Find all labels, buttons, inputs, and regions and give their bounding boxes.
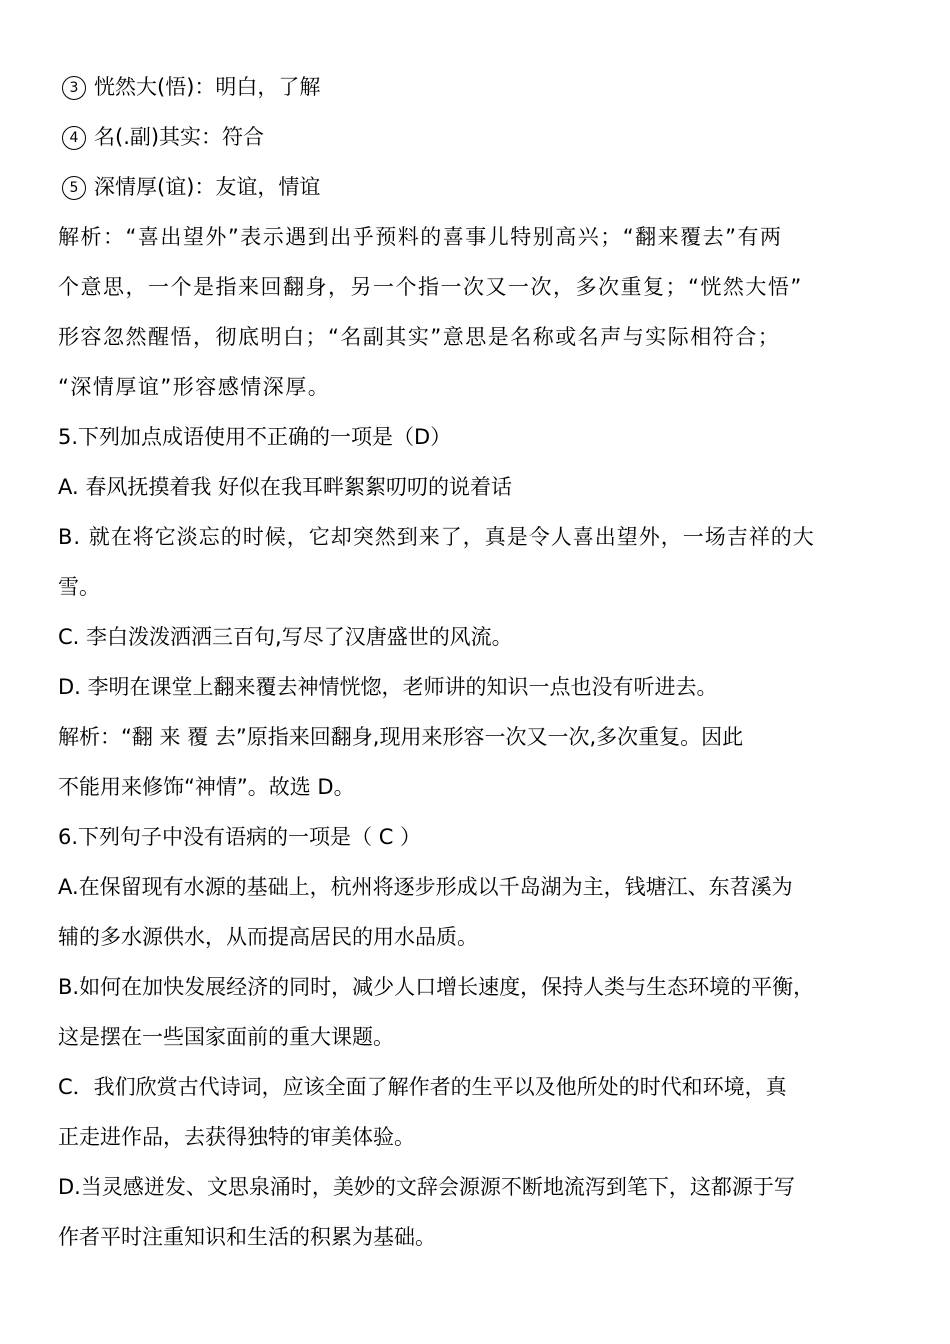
analysis-line: 个意思，一个是指来回翻身，另一个指一次又一次，多次重复；“恍然大悟”: [58, 275, 803, 299]
q6-option-d: D.当灵感迸发、文思泉涌时，美妙的文辞会源源不断地流泻到笔下，这都源于写: [58, 1175, 795, 1199]
q6-option-b: B.如何在加快发展经济的同时，减少人口增长速度，保持人类与生态环境的平衡，: [58, 975, 815, 999]
analysis-line: 形容忽然醒悟，彻底明白；“名副其实”意思是名称或名声与实际相符合；: [58, 325, 781, 349]
analysis-line: 解析：“喜出望外”表示遇到出乎预料的喜事儿特别高兴；“翻来覆去”有两: [58, 225, 783, 249]
q5-option-d: D. 李明在课堂上翻来覆去神情恍惚，老师讲的知识一点也没有听进去。: [58, 675, 718, 699]
q5-analysis-line: 不能用来修饰“神情”。故选 D。: [58, 775, 355, 799]
definition-item: [58, 112, 896, 162]
q5-option-a: A. 春风抚摸着我 好似在我耳畔絮絮叨叨的说着话: [58, 475, 513, 499]
q5-option-c: C. 李白泼泼洒洒三百句,写尽了汉唐盛世的风流。: [58, 625, 513, 649]
definition-item: [58, 162, 896, 212]
definition-text: 恍然大(悟)：明白，了解: [94, 75, 321, 99]
q5-option-b-cont: 雪。: [58, 575, 100, 599]
q5-option-b: B. 就在将它淡忘的时候，它却突然到来了，真是令人喜出望外，一场吉祥的大: [58, 525, 815, 549]
q6-option-b-cont: 这是摆在一些国家面前的重大课题。: [58, 1025, 394, 1049]
q6-option-c: C．我们欣赏古代诗词，应该全面了解作者的生平以及他所处的时代和环境，真: [58, 1075, 787, 1099]
q6-option-a: A.在保留现有水源的基础上，杭州将逐步形成以千岛湖为主，钱塘江、东苕溪为: [58, 875, 793, 899]
circled-number: 5: [62, 176, 86, 200]
definition-item: [58, 62, 896, 112]
question-6-stem: 6.下列句子中没有语病的一项是（ C ）: [58, 825, 422, 849]
analysis-line: “深情厚谊”形容感情深厚。: [58, 375, 331, 399]
q5-analysis-line: 解析：“翻 来 覆 去”原指来回翻身,现用来形容一次又一次,多次重复。因此: [58, 725, 744, 749]
circled-number: 3: [62, 76, 86, 100]
document-page: [58, 62, 896, 1262]
question-5-stem: 5.下列加点成语使用不正确的一项是（D）: [58, 425, 452, 449]
q6-option-a-cont: 辅的多水源供水，从而提高居民的用水品质。: [58, 925, 478, 949]
circled-number: 4: [62, 126, 86, 150]
q6-option-c-cont: 正走进作品，去获得独特的审美体验。: [58, 1125, 415, 1149]
q6-option-d-cont: 作者平时注重知识和生活的积累为基础。: [58, 1225, 436, 1249]
definition-text: 深情厚(谊)：友谊，情谊: [94, 175, 321, 199]
definition-text: 名(.副)其实：符合: [94, 125, 265, 149]
